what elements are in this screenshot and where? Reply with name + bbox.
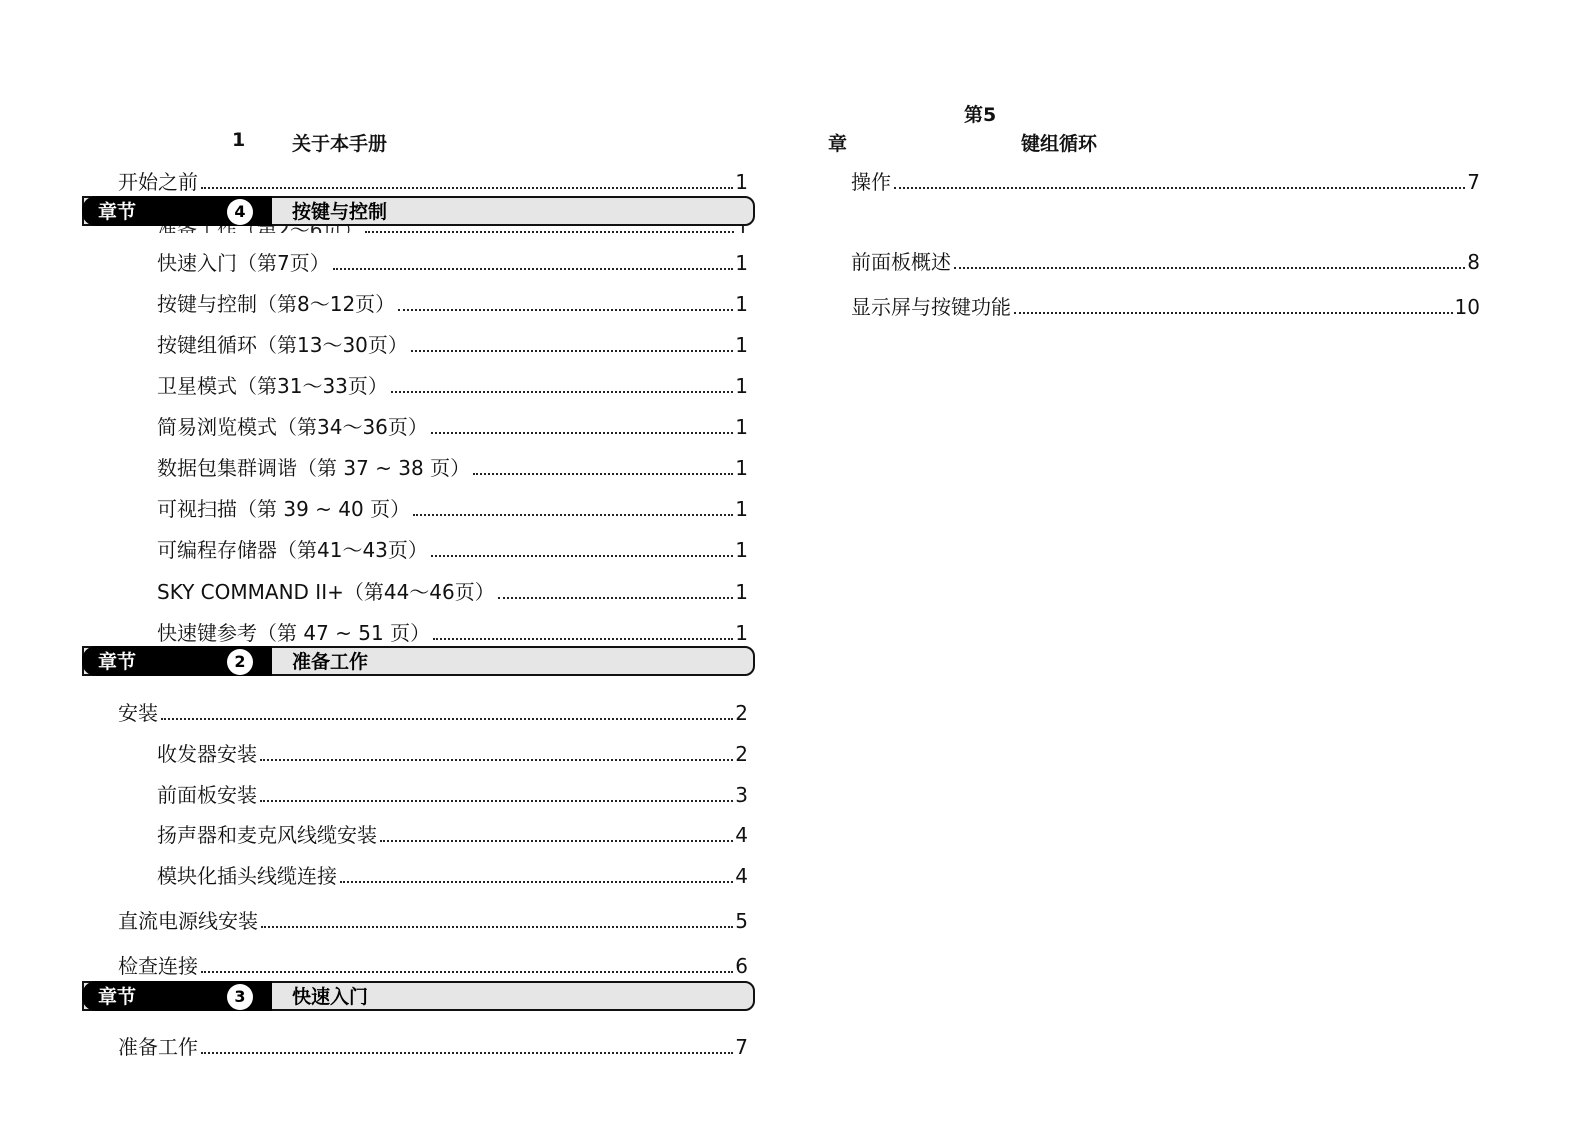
toc-entry-page: 1 xyxy=(735,170,748,194)
toc-entry[interactable] xyxy=(157,823,748,847)
toc-entry-text: SKY COMMAND II+（第44～46页） xyxy=(157,580,495,604)
toc-leader-dots xyxy=(201,1052,733,1054)
toc-entry-page: 1 xyxy=(735,538,748,562)
toc-leader-dots xyxy=(473,473,733,475)
chapter-title: 准备工作 xyxy=(292,651,369,673)
toc-entry-text: 前面板概述 xyxy=(851,250,951,274)
toc-entry-front-panel[interactable] xyxy=(851,250,1480,274)
toc-entry-text: 数据包集群调谐（第 37 ~ 38 页） xyxy=(157,456,471,480)
toc-entry-page: 4 xyxy=(735,864,748,888)
toc-entry-before-start[interactable] xyxy=(118,170,748,194)
toc-entry-text: 模块化插头线缆连接 xyxy=(157,864,337,888)
toc-entry[interactable] xyxy=(157,497,748,521)
toc-leader-dots xyxy=(261,926,733,928)
toc-entry[interactable] xyxy=(157,580,748,604)
toc-entry-page: 1 xyxy=(735,374,748,398)
toc-entry[interactable] xyxy=(157,374,748,398)
chapter-bar-3 xyxy=(82,981,755,1011)
toc-leader-dots xyxy=(260,800,733,802)
toc-leader-dots xyxy=(340,881,733,883)
toc-leader-dots xyxy=(413,514,733,516)
toc-entry-text: 简易浏览模式（第34～36页） xyxy=(157,415,428,439)
toc-entry[interactable] xyxy=(157,742,748,766)
toc-entry-text: 开始之前 xyxy=(118,170,198,194)
chapter-title: 快速入门 xyxy=(292,986,369,1008)
toc-entry[interactable] xyxy=(157,783,748,807)
toc-entry-page: 7 xyxy=(735,1035,748,1059)
toc-leader-dots xyxy=(333,268,734,270)
toc-entry-text: 操作 xyxy=(851,170,891,194)
toc-entry-install[interactable] xyxy=(118,701,748,725)
toc-entry-page: 3 xyxy=(735,783,748,807)
left-header-number: 1 xyxy=(232,129,246,151)
toc-leader-dots xyxy=(431,555,733,557)
chapter-title: 按键与控制 xyxy=(292,201,388,223)
chapter-number-badge: 2 xyxy=(227,649,253,675)
toc-entry[interactable] xyxy=(157,621,748,645)
toc-entry-text: 卫星模式（第31～33页） xyxy=(157,374,388,398)
toc-entry-page: 2 xyxy=(735,742,748,766)
toc-entry[interactable] xyxy=(157,292,748,316)
toc-entry[interactable] xyxy=(157,333,748,357)
toc-entry-page: 2 xyxy=(735,701,748,725)
toc-entry-operation[interactable] xyxy=(851,170,1480,194)
toc-entry-page: 1 xyxy=(735,333,748,357)
toc-entry-page: 1 xyxy=(735,621,748,645)
toc-entry-text: 显示屏与按键功能 xyxy=(851,295,1011,319)
chapter-label: 章节 xyxy=(98,651,137,673)
chapter-label: 章节 xyxy=(98,201,137,223)
toc-entry-text: 可视扫描（第 39 ~ 40 页） xyxy=(157,497,411,521)
toc-entry-text: 可编程存储器（第41～43页） xyxy=(157,538,428,562)
toc-entry-check[interactable] xyxy=(118,954,748,978)
toc-entry[interactable] xyxy=(157,864,748,888)
toc-entry-text: 扬声器和麦克风线缆安装 xyxy=(157,823,377,847)
toc-leader-dots xyxy=(954,267,1465,269)
chapter-number-badge: 4 xyxy=(227,199,253,225)
toc-entry-prepare[interactable] xyxy=(118,1035,748,1059)
toc-entry[interactable] xyxy=(157,456,748,480)
toc-entry-page: 1 xyxy=(735,580,748,604)
toc-entry-page: 1 xyxy=(735,497,748,521)
toc-entry-text: 直流电源线安装 xyxy=(118,909,258,933)
toc-entry-text: 快速入门（第7页） xyxy=(157,251,330,275)
right-header-chapter-prefix: 第5 xyxy=(964,104,997,126)
toc-leader-dots xyxy=(398,309,733,311)
toc-leader-dots xyxy=(498,597,734,599)
chapter-bar-2 xyxy=(82,646,755,676)
toc-leader-dots xyxy=(411,350,733,352)
toc-leader-dots xyxy=(201,971,733,973)
toc-entry-text: 前面板安装 xyxy=(157,783,257,807)
toc-entry-display-keys[interactable] xyxy=(851,295,1480,319)
toc-entry-text: 收发器安装 xyxy=(157,742,257,766)
toc-entry-page: 1 xyxy=(735,292,748,316)
toc-entry-page: 5 xyxy=(735,909,748,933)
toc-entry[interactable] xyxy=(157,415,748,439)
chapter-label: 章节 xyxy=(98,986,137,1008)
toc-leader-dots xyxy=(201,187,733,189)
right-header-chapter-suffix: 章 xyxy=(828,133,848,155)
toc-entry-text: 按键与控制（第8～12页） xyxy=(157,292,396,316)
toc-leader-dots xyxy=(894,187,1465,189)
toc-entry[interactable] xyxy=(157,251,748,275)
toc-leader-dots xyxy=(431,432,733,434)
chapter-bar-4 xyxy=(82,196,755,226)
toc-entry-page: 1 xyxy=(735,456,748,480)
toc-leader-dots xyxy=(260,759,733,761)
toc-leader-dots xyxy=(433,638,733,640)
right-header-title: 键组循环 xyxy=(1021,133,1098,155)
toc-entry-page: 6 xyxy=(735,954,748,978)
toc-entry[interactable] xyxy=(157,538,748,562)
toc-entry-page: 4 xyxy=(735,823,748,847)
toc-entry-page: 7 xyxy=(1467,170,1480,194)
toc-entry-dc-power[interactable] xyxy=(118,909,748,933)
toc-entry-text: 安装 xyxy=(118,701,158,725)
left-header-title: 关于本手册 xyxy=(292,133,388,155)
toc-leader-dots xyxy=(365,231,734,233)
toc-entry-text: 快速键参考（第 47 ~ 51 页） xyxy=(157,621,431,645)
toc-entry-text: 检查连接 xyxy=(118,954,198,978)
toc-entry-page: 1 xyxy=(735,415,748,439)
toc-entry-text: 准备工作 xyxy=(118,1035,198,1059)
toc-entry-page: 10 xyxy=(1454,295,1480,319)
toc-leader-dots xyxy=(1014,312,1453,314)
toc-leader-dots xyxy=(391,391,733,393)
toc-leader-dots xyxy=(161,718,733,720)
toc-leader-dots xyxy=(380,840,733,842)
toc-entry-page: 8 xyxy=(1467,250,1480,274)
toc-entry-page: 1 xyxy=(735,251,748,275)
toc-entry-text: 按键组循环（第13～30页） xyxy=(157,333,408,357)
chapter-number-badge: 3 xyxy=(227,984,253,1010)
